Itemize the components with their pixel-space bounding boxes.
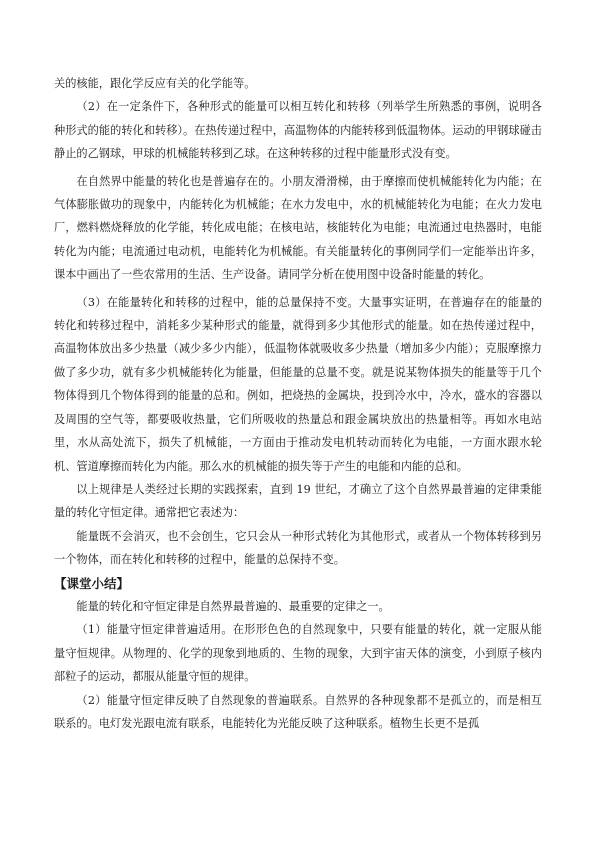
text-body <box>54 72 542 735</box>
paragraph-energy-conversion-examples: 在自然界中能量的转化也是普遍存在的。小朋友滑滑梯，由于摩擦而使机械能转化为内能；在气体膨胀做功的现象中，内能转化为机械能；在水力发电中，水的机械能转化为电能；在火力发电厂，燃料燃烧释放的化学能，转化成电能；在核电站，核能转化为电能；电流通过电热器时，电能转化为内能；电流通过电动机，电能转化为机械能。有关能量转化的事例同学们一定能举出许多，课本中画出了一些农常用的生活、生产设备。请同学分析在使用图中设备时能量的转化。 <box>54 174 542 282</box>
paragraph-law-statement: 能量既不会消灭，也不会创生，它只会从一种形式转化为其他形式，或者从一个物体转移到另一个物体，而在转化和转移的过程中，能量的总保持不变。 <box>54 529 542 567</box>
paragraph-summary-intro: 能量的转化和守恒定律是自然界最普遍的、最重要的定律之一。 <box>76 599 390 613</box>
paragraph-summary-point-1: （1）能量守恒定律普遍适用。在形形色色的自然现象中，只要有能量的转化，就一定服从能量守恒规律。从物理的、化学的现象到地质的、生物的现象，大到宇宙天体的演变，小到原子核内部粒子的运动，都服从能量守恒的规律。 <box>54 623 542 684</box>
paragraph-energy-conservation: （3）在能量转化和转移的过程中，能的总量保持不变。大量事实证明，在普遍存在的能量的转化和转移过程中，消耗多少某种形式的能量，就得到多少其他形式的能量。如在热传递过程中，高温物体放出多少热量（减少多少内能），低温物体就吸收多少热量（增加多少内能）；克服摩擦力做了多少功，就有多少机械能转化为能量，但能量的总量不变。就是说某物体损失的能量等于几个物体得到几个物体得到的能量的总和。例如，把烧热的金属块，投到冷水中，冷水，盛水的容器以及周围的空气等，都要吸收热量，它们所吸收的热量总和跟金属块放出的热量相等。再如水电站里，水从高处流下，损失了机械能，一方面由于推动发电机转动而转化为电能，一方面水跟水轮机、管道摩擦而转化为内能。那么水的机械能的损失等于产生的电能和内能的总和。 <box>54 295 542 473</box>
section-heading-summary: 【课堂小结】 <box>54 575 130 591</box>
paragraph-continuation: 关的核能，跟化学反应有关的化学能等。 <box>54 77 256 90</box>
paragraph-summary-point-2: （2）能量守恒定律反映了自然现象的普遍联系。自然界的各种现象都不是孤立的，而是相互联系的。电灯发光跟电流有联系，电能转化为光能反映了这种联系。植物生长更不是孤 <box>54 693 542 730</box>
paragraph-law-history: 以上规律是人类经过长期的实践探索，直到 19 世纪，才确立了这个自然界最普遍的定律秉能量的转化守恒定律。通常把它表述为： <box>54 482 542 520</box>
paragraph-energy-transfer: （2）在一定条件下，各种形式的能量可以相互转化和转移（列举学生所熟悉的事例，说明各种形式的能的转化和转移）。在热传递过程中，高温物体的内能转移到低温物体。运动的甲钢球碰击静止的乙钢球，甲球的机械能转移到乙球。在这种转移的过程中能量形式没有变。 <box>54 100 542 161</box>
